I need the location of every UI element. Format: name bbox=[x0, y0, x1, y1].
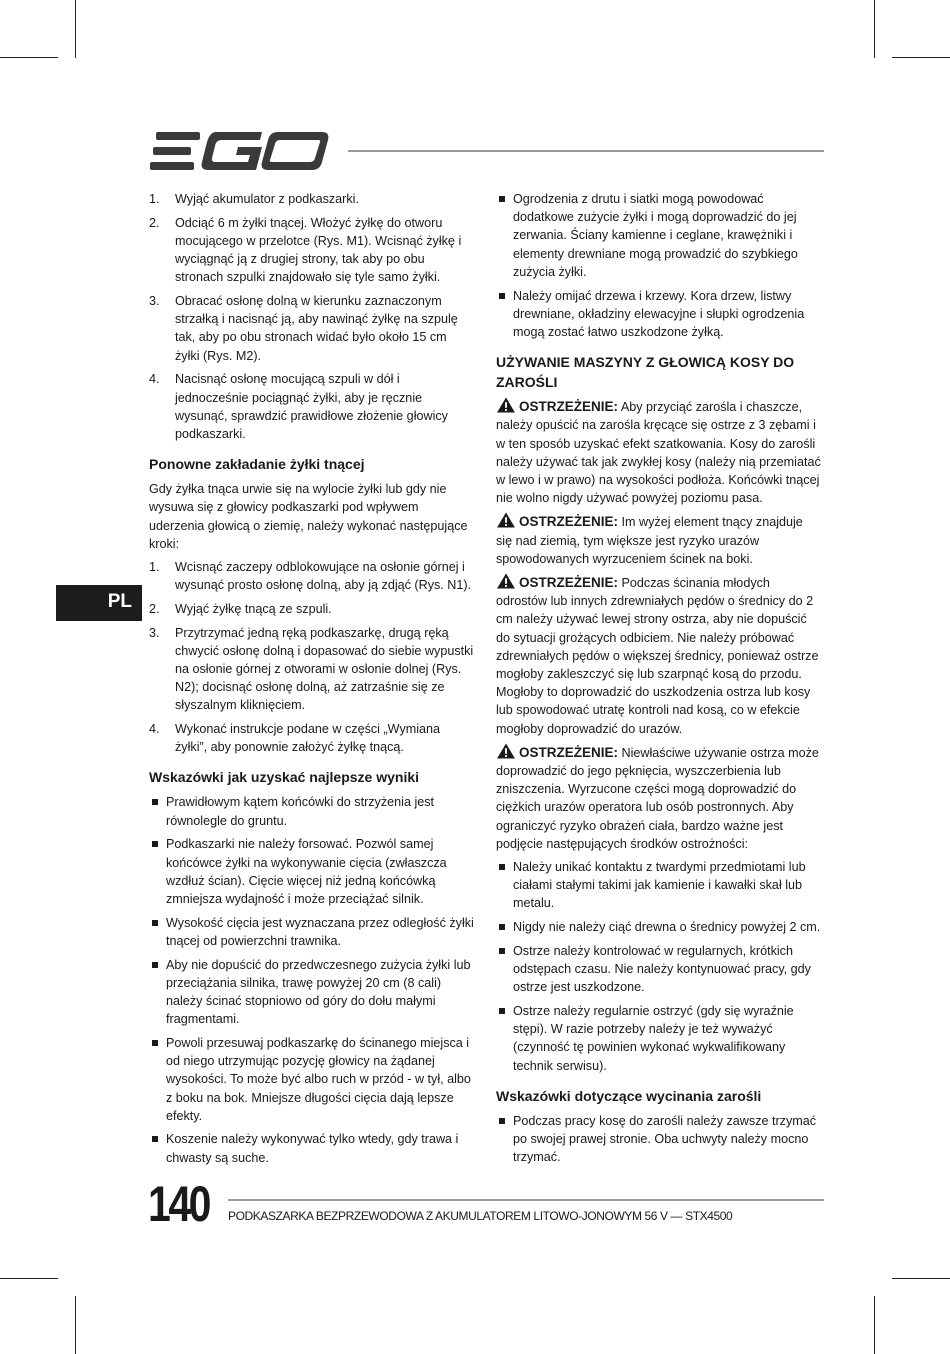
bullet-square-icon bbox=[499, 864, 505, 870]
list-item: 3. Przytrzymać jedną ręką podkaszarkę, drugą ręką chwycić osłonę dolną i dopasować do siebie wypustki na osłonie górnej z otworami w osłonie dolnej (Rys. N2); docisnąć osłonę dolną, aż zatrzaśnie się ze słyszalnym kliknięciem. bbox=[149, 625, 474, 713]
section-heading: UŻYWANIE MASZYNY Z GŁOWICĄ KOSY DO ZAROŚLI bbox=[496, 354, 795, 390]
list-item: Powoli przesuwaj podkaszarkę do ścinanego miejsca i od niego utrzymując pozycję głowicy na żądanej wysokości. To może być albo ruch w przód - w tył, albo z boku na bok. Mniejsze długości cięcia dają lepsze efekty. bbox=[149, 1034, 474, 1125]
warning-block bbox=[496, 573, 822, 738]
bullet-square-icon bbox=[499, 948, 505, 954]
warning-text: Im wyżej element tnący znajduje się nad ziemią, tym większe jest ryzyko urazów spowodowanych wyrzuceniem ścinek na boki. bbox=[496, 515, 803, 566]
brush-tips-list bbox=[496, 1112, 822, 1167]
footer-rule bbox=[228, 1199, 824, 1201]
language-tab bbox=[56, 585, 142, 621]
list-item: Aby nie dopuścić do przedwczesnego zużycia żyłki lub przeciążania silnika, trawę powyżej 20 cm (8 cali) należy ścinać stopniowo od góry do dołu małymi fragmentami. bbox=[149, 956, 474, 1029]
warning-text: Podczas ścinania młodych odrostów lub innych zdrewniałych pędów o średnicy do 2 cm należy używać lewej strony ostrza, aby nie dopuścić do sytuacji grożących odbiciem. Nie należy próbować zdrewniałych pędów o większej średnicy, ponieważ ostrze mogłoby zakleszczyć się lub szarpnąć kosą do przodu. Mogłoby to doprowadzić do uszkodzenia ostrza lub kosy lub spowodować utratę kontroli nad kosą, co w efekcie mogłoby doprowadzić do urazów. bbox=[496, 575, 819, 736]
warning-triangle-icon bbox=[496, 397, 516, 413]
crop-mark bbox=[892, 1278, 950, 1279]
warning-triangle-icon bbox=[496, 743, 516, 759]
list-item: 4. Nacisnąć osłonę mocującą szpuli w dół i jednocześnie pociągnąć żyłki, aby je ręcznie wysunąć, sprawdzić prawidłowe złożenie głowicy podkaszarki. bbox=[149, 372, 448, 441]
list-item: Ogrodzenia z drutu i siatki mogą powodować dodatkowe zużycie żyłki i mogą doprowadzić do jej zerwania. Ściany kamienne i ceglane, krawężniki i elementy drewniane mogą prowadzić do szybkiego zużycia żyłki. bbox=[496, 190, 822, 281]
bullet-square-icon bbox=[152, 799, 158, 805]
bullet-square-icon bbox=[152, 920, 158, 926]
bullet-square-icon bbox=[152, 1136, 158, 1142]
list-item: Ostrze należy regularnie ostrzyć (gdy się wyraźnie stępi). W razie potrzeby należy je też wyważyć (czynność tę powinien wykonać wykwalifikowany technik serwisu). bbox=[496, 1002, 822, 1075]
section-heading: Wskazówki jak uzyskać najlepsze wyniki bbox=[149, 769, 420, 786]
crop-mark bbox=[874, 0, 875, 58]
warning-block bbox=[496, 512, 822, 568]
crop-mark bbox=[874, 1296, 875, 1354]
list-item: 4. Wykonać instrukcje podane w części „Wymiana żyłki”, aby ponownie założyć żyłkę tnącą. bbox=[149, 722, 441, 755]
precautions-list bbox=[496, 858, 822, 1075]
list-item: Należy omijać drzewa i krzewy. Kora drzew, listwy drewniane, okładziny elewacyjne i słupki ogrodzenia mogą zostać łatwo uszkodzone żyłką. bbox=[496, 287, 822, 342]
warning-triangle-icon bbox=[496, 573, 516, 589]
list-item: 1. Wcisnąć zaczepy odblokowujące na osłonie górnej i wysunąć prosto osłonę dolną, aby ją zdjąć (Rys. N1). bbox=[149, 559, 472, 593]
warning-block bbox=[496, 743, 822, 853]
bullet-square-icon bbox=[152, 841, 158, 847]
steps-list-1 bbox=[149, 190, 474, 443]
paragraph: Gdy żyłka tnąca urwie się na wylocie żyłki lub gdy nie wysuwa się z głowicy podkaszarki pod wpływem uderzenia głowicą o ziemię, należy wykonać następujące kroki: bbox=[149, 482, 468, 551]
tips-list bbox=[149, 793, 474, 1166]
footer-title: PODKASZARKA BEZPRZEWODOWA Z AKUMULATOREM LITOWO-JONOWYM 56 V — STX4500 bbox=[228, 1209, 733, 1223]
language-tab-label: PL bbox=[107, 591, 132, 612]
section-heading: Wskazówki dotyczące wycinania zarośli bbox=[496, 1087, 762, 1104]
warning-title: OSTRZEŻENIE: bbox=[519, 399, 619, 415]
left-column bbox=[149, 190, 474, 1172]
warning-title: OSTRZEŻENIE: bbox=[519, 514, 619, 530]
crop-mark bbox=[75, 1296, 76, 1354]
list-item: 1. Wyjąć akumulator z podkaszarki. bbox=[149, 192, 359, 206]
crop-mark bbox=[0, 57, 58, 58]
list-item: Należy unikać kontaktu z twardymi przedmiotami lub ciałami stałymi takimi jak kamienie i kawałki skał lub metalu. bbox=[496, 858, 822, 913]
list-item: Koszenie należy wykonywać tylko wtedy, gdy trawa i chwasty są suche. bbox=[149, 1130, 474, 1166]
list-item: Prawidłowym kątem końcówki do strzyżenia jest równolegle do gruntu. bbox=[149, 793, 474, 829]
warning-title: OSTRZEŻENIE: bbox=[519, 744, 619, 760]
warning-title: OSTRZEŻENIE: bbox=[519, 574, 619, 590]
right-column bbox=[496, 190, 822, 1172]
steps-list-2 bbox=[149, 558, 474, 757]
bullet-square-icon bbox=[499, 924, 505, 930]
header-rule bbox=[348, 150, 824, 152]
bullets-top bbox=[496, 190, 822, 341]
bullet-square-icon bbox=[152, 962, 158, 968]
crop-mark bbox=[75, 0, 76, 58]
ego-logo bbox=[150, 130, 330, 172]
warning-triangle-icon bbox=[496, 512, 516, 528]
list-item: 2. Odciąć 6 m żyłki tnącej. Włożyć żyłkę do otworu mocującego w przelotce (Rys. M1). Wcisnąć żyłkę i wyciągnąć ją z drugiej strony, tak aby po obu stronach szpulki znajdowało się tyle samo żyłki. bbox=[149, 215, 462, 285]
bullet-square-icon bbox=[499, 196, 505, 202]
bullet-square-icon bbox=[152, 1040, 158, 1046]
crop-mark bbox=[892, 57, 950, 58]
warning-block bbox=[496, 397, 822, 507]
crop-mark bbox=[0, 1278, 58, 1279]
page-number: 140 bbox=[148, 1176, 210, 1232]
list-item: 2. Wyjąć żyłkę tnącą ze szpuli. bbox=[149, 601, 332, 616]
list-item: Podkaszarki nie należy forsować. Pozwól samej końcówce żyłki na wykonywanie cięcia (zwłaszcza wzdłuż ścian). Cięcie więcej niż jedną końcówką zmniejsza wydajność i może przeciążać silnik. bbox=[149, 835, 474, 908]
bullet-square-icon bbox=[499, 1008, 505, 1014]
warning-text: Aby przyciąć zarośla i chaszcze, należy opuścić na zarośla kręcące się ostrze z 3 zębami i w ten sposób uzyskać efekt szatkowania. Kosy do zarośli należy używać tak jak zwykłej kosy (należy nią przemiatać w lewo i w prawo) na wysokości podłoża. Końcówki tnącej nie wolno nigdy używać powyżej poziomu pasa. bbox=[496, 400, 821, 506]
section-heading: Ponowne zakładanie żyłki tnącej bbox=[149, 456, 365, 473]
list-item: Podczas pracy kosę do zarośli należy zawsze trzymać po swojej prawej stronie. Oba uchwyty należy mocno trzymać. bbox=[496, 1112, 822, 1167]
warning-text: Niewłaściwe używanie ostrza może doprowadzić do jego pęknięcia, wyszczerbienia lub zniszczenia. Wyrzucone części mogą doprowadzić do ciężkich urazów operatora lub osób postronnych. Aby ograniczyć ryzyko obrażeń ciała, bardzo ważne jest podjęcie następujących środków ostrożności: bbox=[496, 745, 819, 851]
list-item: Nigdy nie należy ciąć drewna o średnicy powyżej 2 cm. bbox=[496, 918, 822, 936]
list-item: 3. Obracać osłonę dolną w kierunku zaznaczonym strzałką i nacisnąć ją, aby nawinąć żyłkę na szpulę tak, aby po obu stronach widać było około 15 cm żyłki (Rys. M2). bbox=[149, 294, 458, 363]
list-item: Wysokość cięcia jest wyznaczana przez odległość żyłki tnącej od powierzchni trawnika. bbox=[149, 914, 474, 950]
bullet-square-icon bbox=[499, 1118, 505, 1124]
list-item: Ostrze należy kontrolować w regularnych, krótkich odstępach czasu. Nie należy kontynuować pracy, gdy ostrze jest uszkodzone. bbox=[496, 942, 822, 997]
bullet-square-icon bbox=[499, 293, 505, 299]
